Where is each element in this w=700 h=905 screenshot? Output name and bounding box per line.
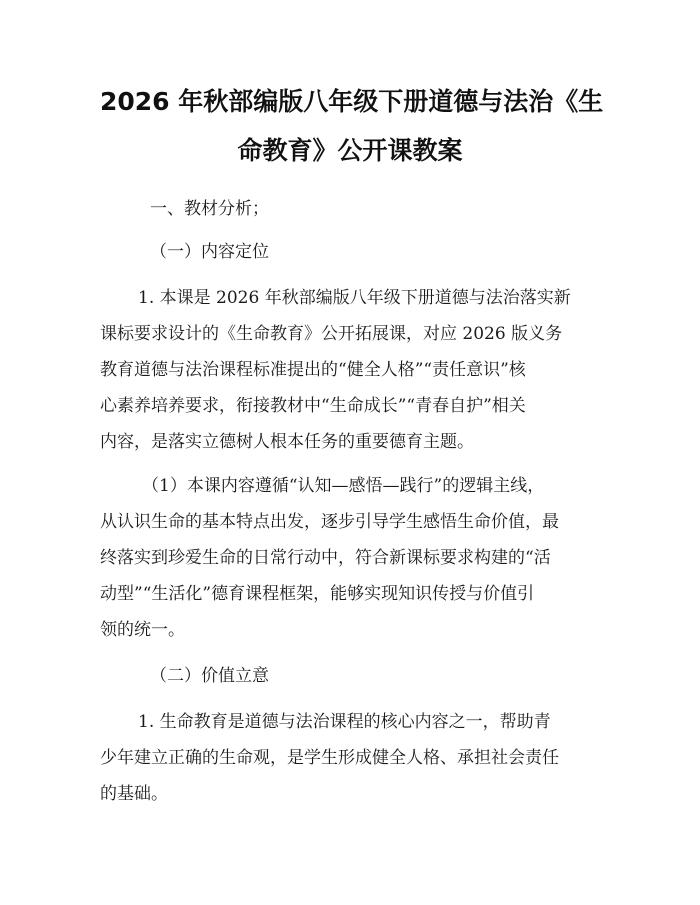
subsection-heading-value-orientation: （二）价值立意 [150,666,269,686]
paragraph-line: （1）本课内容遵循“认知—感悟—践行”的逻辑主线， [142,476,545,496]
paragraph-line: 动型”“生活化”德育课程框架，能够实现知识传授与价值引 [100,584,535,604]
paragraph-line: 1. 生命教育是道德与法治课程的核心内容之一，帮助青 [138,712,551,732]
paragraph-line: 教育道德与法治课程标准提出的“健全人格”“责任意识”核 [100,360,526,380]
subsection-heading-content-positioning: （一）内容定位 [150,242,269,262]
paragraph-line: 领的统一。 [100,620,185,640]
paragraph-line: 的基础。 [100,784,168,804]
paragraph-line: 少年建立正确的生命观，是学生形成健全人格、承担社会责任 [100,748,559,768]
paragraph-line: 终落实到珍爱生命的日常行动中，符合新课标要求构建的“活 [100,548,551,568]
paragraph-line: 心素养培养要求，衔接教材中“生命成长”“青春自护”相关 [100,396,526,416]
document-title-line-1: 2026 年秋部编版八年级下册道德与法治《生 [100,87,604,116]
paragraph-line: 内容，是落实立德树人根本任务的重要德育主题。 [100,432,474,452]
paragraph-line: 从认识生命的基本特点出发，逐步引导学生感悟生命价值，最 [100,512,559,532]
paragraph-line: 1. 本课是 2026 年秋部编版八年级下册道德与法治落实新 [138,288,571,308]
section-heading-teaching-material-analysis: 一、教材分析； [150,199,269,219]
paragraph-line: 课标要求设计的《生命教育》公开拓展课，对应 2026 版义务 [100,324,563,344]
document-title-line-2: 命教育》公开课教案 [237,136,463,165]
